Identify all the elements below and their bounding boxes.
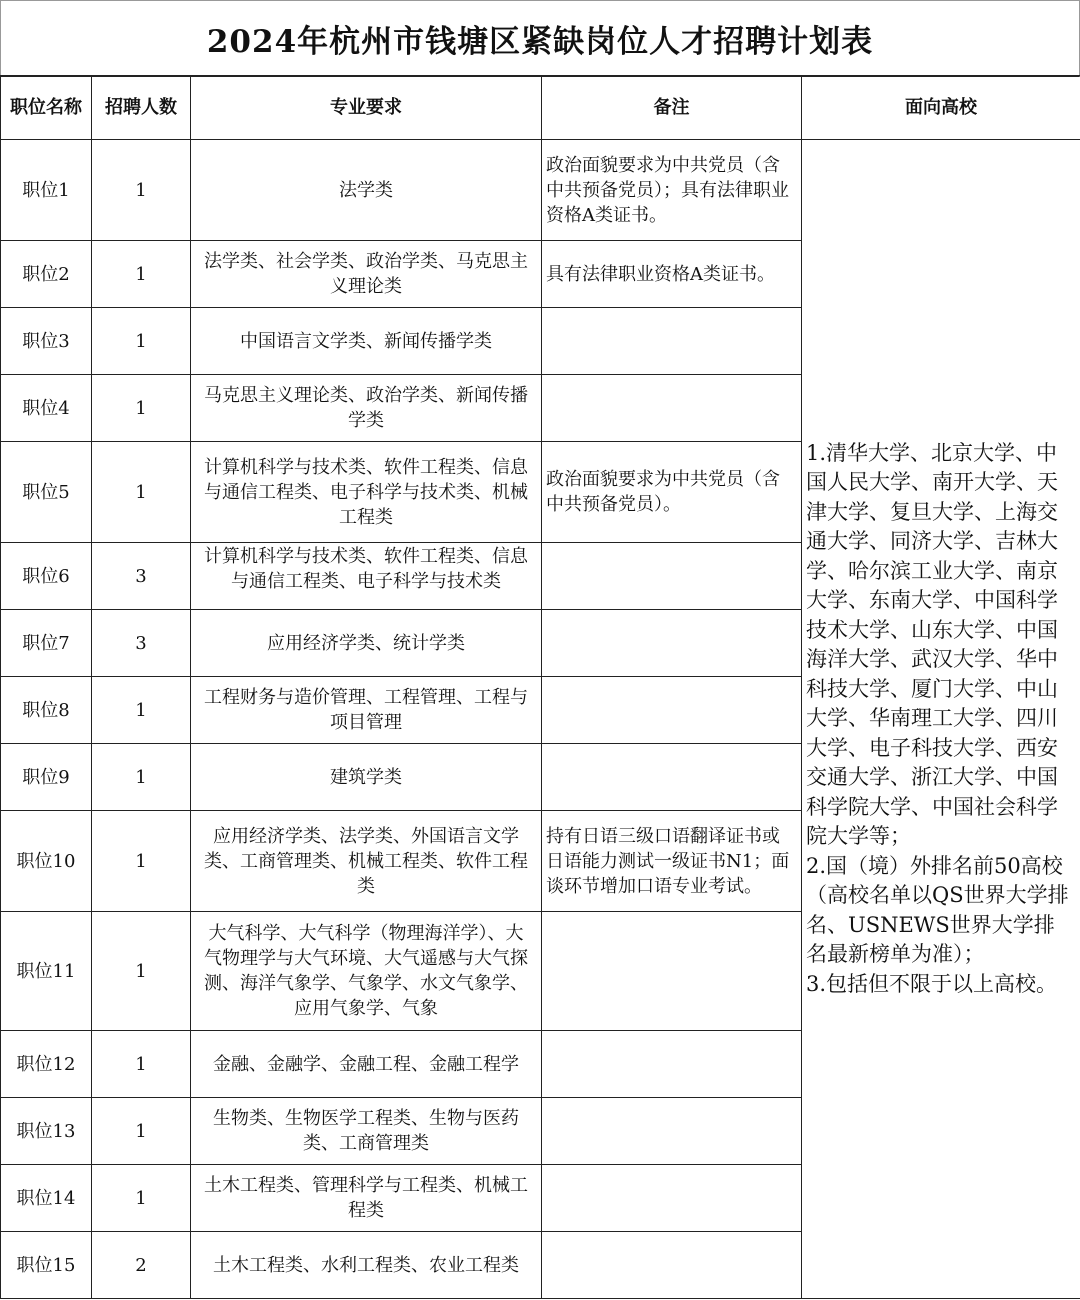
- major-cell-text: 大气科学、大气科学（物理海洋学）、大气物理学与大气环境、大气遥感与大气探测、海洋气象学、气象学、水文气象学、应用气象学、气象: [204, 923, 528, 1019]
- major-cell: 建筑学类: [191, 744, 542, 811]
- major-cell: 土木工程类、水利工程类、农业工程类: [191, 1232, 542, 1299]
- table-row: [1, 140, 1080, 241]
- count-cell: 1: [92, 811, 191, 912]
- table-header-row: [1, 76, 1080, 140]
- note-cell: [542, 375, 802, 442]
- major-cell: 应用经济学类、统计学类: [191, 610, 542, 677]
- major-cell: [191, 912, 542, 1031]
- university-cell: [802, 140, 1080, 1299]
- header-position: 职位名称: [1, 76, 92, 140]
- position-cell: 职位6: [1, 543, 92, 610]
- note-cell: 具有法律职业资格A类证书。: [542, 241, 802, 308]
- header-major: 专业要求: [191, 76, 542, 140]
- major-cell: 土木工程类、管理科学与工程类、机械工程类: [191, 1165, 542, 1232]
- major-cell: 生物类、生物医学工程类、生物与医药类、工商管理类: [191, 1098, 542, 1165]
- count-cell: 1: [92, 744, 191, 811]
- major-cell: 金融、金融学、金融工程、金融工程学: [191, 1031, 542, 1098]
- note-cell: [542, 610, 802, 677]
- university-item: 2.国（境）外排名前50高校（高校名单以QS世界大学排名、USNEWS世界大学排名最新榜单为准）；: [806, 853, 1069, 967]
- position-cell: 职位14: [1, 1165, 92, 1232]
- count-cell: 1: [92, 1098, 191, 1165]
- count-cell: 1: [92, 677, 191, 744]
- position-cell: 职位9: [1, 744, 92, 811]
- count-cell: 1: [92, 1165, 191, 1232]
- note-cell: 政治面貌要求为中共党员（含中共预备党员）。: [542, 442, 802, 543]
- major-cell-clip: [201, 921, 531, 1021]
- position-cell: 职位12: [1, 1031, 92, 1098]
- major-cell: 法学类、社会学类、政治学类、马克思主义理论类: [191, 241, 542, 308]
- position-cell: 职位3: [1, 308, 92, 375]
- count-cell: 3: [92, 543, 191, 610]
- major-cell: 工程财务与造价管理、工程管理、工程与项目管理: [191, 677, 542, 744]
- count-cell: 1: [92, 375, 191, 442]
- count-cell: 1: [92, 308, 191, 375]
- count-cell: 2: [92, 1232, 191, 1299]
- page-title: 2024年杭州市钱塘区紧缺岗位人才招聘计划表: [0, 0, 1080, 77]
- position-cell: 职位1: [1, 140, 92, 241]
- major-cell: 法学类: [191, 140, 542, 241]
- note-cell: 政治面貌要求为中共党员（含中共预备党员）；具有法律职业资格A类证书。: [542, 140, 802, 241]
- count-cell: 1: [92, 140, 191, 241]
- header-count: 招聘人数: [92, 76, 191, 140]
- header-university: 面向高校: [802, 76, 1080, 140]
- recruitment-table: [0, 75, 1080, 1299]
- position-cell: 职位4: [1, 375, 92, 442]
- count-cell: 1: [92, 241, 191, 308]
- major-cell: 中国语言文学类、新闻传播学类: [191, 308, 542, 375]
- note-cell: [542, 677, 802, 744]
- major-cell: [191, 543, 542, 610]
- note-cell: [542, 1165, 802, 1232]
- major-cell-clip: [201, 544, 531, 608]
- university-item: 3.包括但不限于以上高校。: [806, 971, 1058, 996]
- position-cell: 职位15: [1, 1232, 92, 1299]
- count-cell: 1: [92, 912, 191, 1031]
- note-cell: [542, 1098, 802, 1165]
- note-cell: [542, 1232, 802, 1299]
- major-cell: 马克思主义理论类、政治学类、新闻传播学类: [191, 375, 542, 442]
- major-cell: 计算机科学与技术类、软件工程类、信息与通信工程类、电子科学与技术类、机械工程类: [191, 442, 542, 543]
- count-cell: 1: [92, 1031, 191, 1098]
- position-cell: 职位10: [1, 811, 92, 912]
- note-cell: [542, 308, 802, 375]
- position-cell: 职位13: [1, 1098, 92, 1165]
- note-cell: [542, 1031, 802, 1098]
- note-cell: [542, 543, 802, 610]
- header-note: 备注: [542, 76, 802, 140]
- position-cell: 职位2: [1, 241, 92, 308]
- major-cell: 应用经济学类、法学类、外国语言文学类、工商管理类、机械工程类、软件工程类: [191, 811, 542, 912]
- position-cell: 职位7: [1, 610, 92, 677]
- note-cell: 持有日语三级口语翻译证书或日语能力测试一级证书N1；面谈环节增加口语专业考试。: [542, 811, 802, 912]
- note-cell: [542, 912, 802, 1031]
- note-cell: [542, 744, 802, 811]
- position-cell: 职位8: [1, 677, 92, 744]
- major-cell-text: 计算机科学与技术类、软件工程类、信息与通信工程类、电子科学与技术类: [204, 546, 528, 592]
- count-cell: 1: [92, 442, 191, 543]
- count-cell: 3: [92, 610, 191, 677]
- position-cell: 职位5: [1, 442, 92, 543]
- position-cell: 职位11: [1, 912, 92, 1031]
- university-item: 1.清华大学、北京大学、中国人民大学、南开大学、天津大学、复旦大学、上海交通大学、同济大学、吉林大学、哈尔滨工业大学、南京大学、东南大学、中国科学技术大学、山东大学、中国海洋大学、武汉大学、华中科技大学、厦门大学、中山大学、华南理工大学、四川大学、电子科技大学、西安交通大学、浙江大学、中国科学院大学、中国社会科学院大学等；: [806, 440, 1058, 849]
